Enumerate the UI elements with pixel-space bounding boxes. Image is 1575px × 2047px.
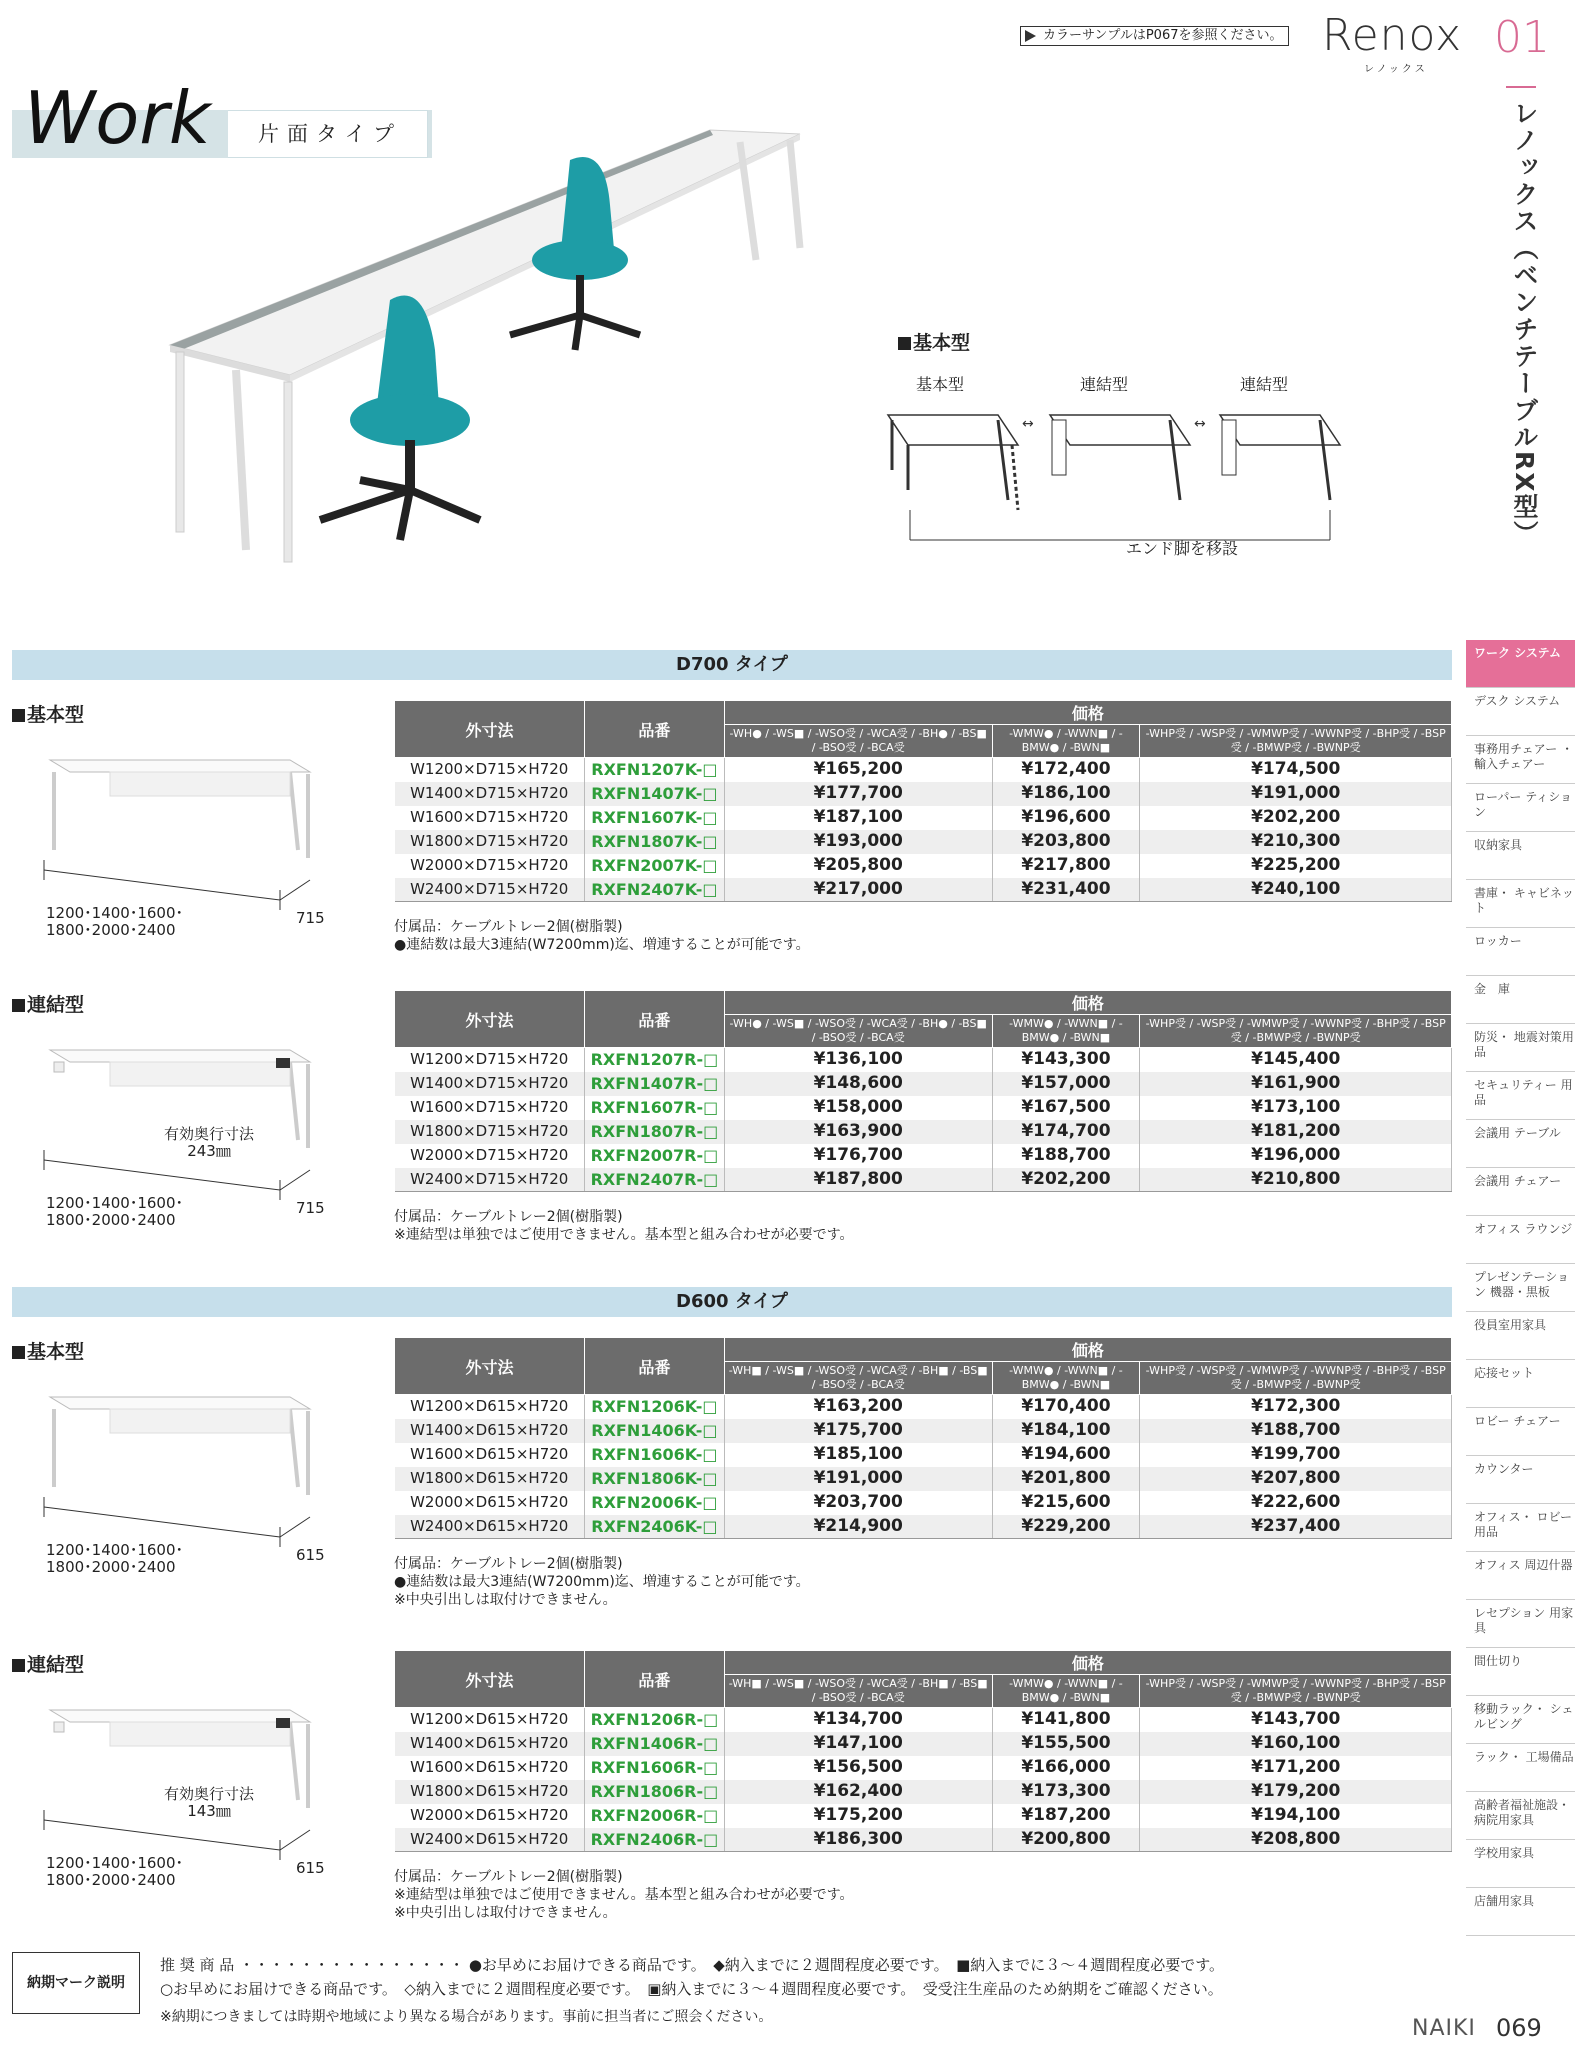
table-row (395, 1419, 1452, 1443)
group-heading: 連結型 (12, 1650, 84, 1677)
note-line: 付属品：ケーブルトレー2個(樹脂製) (394, 1869, 623, 1885)
price-cell-1: ¥187,800 (724, 1168, 992, 1192)
product-code-cell: RXFN1607K-□ (584, 806, 724, 830)
price-table (394, 1337, 1452, 1539)
table-row (395, 1395, 1452, 1419)
basic-desk-drawing (40, 1377, 340, 1557)
product-code-cell: RXFN2007K-□ (584, 854, 724, 878)
note-line: ※中央引出しは取付けできません。 (394, 1592, 617, 1608)
table-row (395, 1828, 1452, 1852)
side-index-item[interactable]: 移動ラック・ シェルビング (1466, 1696, 1575, 1744)
price-cell-3: ¥143,700 (1140, 1708, 1452, 1732)
diagram-note: エンド脚を移設 (1126, 539, 1239, 558)
side-index-item[interactable]: 金 庫 (1466, 976, 1575, 1024)
price-cell-1: ¥187,100 (724, 806, 992, 830)
table-notes (394, 1208, 853, 1244)
price-cell-3: ¥172,300 (1140, 1395, 1452, 1419)
price-cell-3: ¥210,800 (1140, 1168, 1452, 1192)
side-index-item[interactable]: レセプション 用家具 (1466, 1600, 1575, 1648)
price-cell-2: ¥229,200 (992, 1515, 1140, 1539)
product-code-cell: RXFN2007R-□ (584, 1144, 724, 1168)
depth-value: 715 (296, 909, 325, 927)
table-row (395, 1096, 1452, 1120)
side-index-item[interactable]: 事務用チェアー ・輸入チェアー (1466, 736, 1575, 784)
side-index-item[interactable]: オフィス ラウンジ (1466, 1216, 1575, 1264)
price-cell-2: ¥157,000 (992, 1072, 1140, 1096)
table-row (395, 1732, 1452, 1756)
width-options: 1200･1400･1600･ 1800･2000･2400 (46, 1194, 184, 1229)
header-color-group-3: -WHP受 / -WSP受 / -WMWP受 / -WWNP受 / -BHP受 / -BSP受 / -BMWP受 / -BWNP受 (1140, 1015, 1452, 1048)
diagram-label-basic: 基本型 (916, 375, 965, 394)
product-code-cell: RXFN1607R-□ (584, 1096, 724, 1120)
diagram-label-linked-1: 連結型 (1080, 375, 1129, 394)
dimension-cell: W1200×D615×H720 (395, 1708, 585, 1732)
side-index (1466, 640, 1575, 1936)
table-row (395, 1515, 1452, 1539)
table-row (395, 878, 1452, 902)
dimension-cell: W1800×D715×H720 (395, 830, 585, 854)
header-color-group-2: -WMW● / -WWN■ / -BMW● / -BWN■ (992, 725, 1140, 758)
side-index-item[interactable]: ラック・ 工場備品 (1466, 1744, 1575, 1792)
price-cell-3: ¥208,800 (1140, 1828, 1452, 1852)
diagram-title: 基本型 (898, 328, 970, 355)
price-cell-1: ¥214,900 (724, 1515, 992, 1539)
effective-depth: 有効奥行寸法 243㎜ (164, 1125, 255, 1160)
group-heading: 基本型 (12, 700, 84, 727)
table-row (395, 1144, 1452, 1168)
note-line: ●連結数は最大3連結(W7200mm)迄、増連することが可能です。 (394, 937, 810, 953)
price-cell-3: ¥222,600 (1140, 1491, 1452, 1515)
chapter-number: 01 (1494, 12, 1550, 63)
side-index-item[interactable]: ワーク システム (1466, 640, 1575, 688)
group-heading: 連結型 (12, 990, 84, 1017)
dimension-cell: W1600×D715×H720 (395, 806, 585, 830)
dimension-cell: W1400×D715×H720 (395, 1072, 585, 1096)
product-code-cell: RXFN1807K-□ (584, 830, 724, 854)
dimension-cell: W1400×D715×H720 (395, 782, 585, 806)
dimension-cell: W1600×D615×H720 (395, 1756, 585, 1780)
dimension-cell: W2000×D715×H720 (395, 1144, 585, 1168)
price-cell-1: ¥191,000 (724, 1467, 992, 1491)
brand-logo: Renox (1322, 10, 1463, 61)
linked-desk-drawing (40, 1030, 340, 1210)
price-cell-1: ¥165,200 (724, 758, 992, 782)
side-index-item[interactable]: カウンター (1466, 1456, 1575, 1504)
product-code-cell: RXFN1807R-□ (584, 1120, 724, 1144)
price-cell-2: ¥201,800 (992, 1467, 1140, 1491)
side-index-item[interactable]: 防災・ 地震対策用品 (1466, 1024, 1575, 1072)
header-color-group-3: -WHP受 / -WSP受 / -WMWP受 / -WWNP受 / -BHP受 / -BSP受 / -BMWP受 / -BWNP受 (1140, 1675, 1452, 1708)
header-color-group-1: -WH● / -WS■ / -WSO受 / -WCA受 / -BH● / -BS■ / -BSO受 / -BCA受 (724, 1015, 992, 1048)
footer-note: ※納期につきましては時期や地域により異なる場合があります。事前に担当者にご照会ください。 (160, 2009, 773, 2025)
note-line: ●連結数は最大3連結(W7200mm)迄、増連することが可能です。 (394, 1574, 810, 1590)
dimension-cell: W1400×D615×H720 (395, 1419, 585, 1443)
header-code: 品番 (584, 1338, 724, 1395)
price-table (394, 1650, 1452, 1852)
header-color-group-1: -WH● / -WS■ / -WSO受 / -WCA受 / -BH● / -BS■ / -BSO受 / -BCA受 (724, 725, 992, 758)
page-title: Work (24, 76, 211, 160)
product-code-cell: RXFN1207K-□ (584, 758, 724, 782)
dimension-cell: W2400×D615×H720 (395, 1515, 585, 1539)
price-cell-3: ¥240,100 (1140, 878, 1452, 902)
product-code-cell: RXFN1806R-□ (584, 1780, 724, 1804)
price-cell-3: ¥196,000 (1140, 1144, 1452, 1168)
note-line: ※連結型は単独ではご使用できません。基本型と組み合わせが必要です。 (394, 1227, 854, 1243)
price-cell-2: ¥155,500 (992, 1732, 1140, 1756)
price-cell-3: ¥171,200 (1140, 1756, 1452, 1780)
price-cell-2: ¥215,600 (992, 1491, 1140, 1515)
table-notes (394, 1555, 810, 1609)
price-cell-1: ¥162,400 (724, 1780, 992, 1804)
color-sample-note: カラーサンプルはP067を参照ください。 (1020, 26, 1289, 46)
price-cell-1: ¥217,000 (724, 878, 992, 902)
dimension-cell: W1600×D715×H720 (395, 1096, 585, 1120)
price-cell-3: ¥194,100 (1140, 1804, 1452, 1828)
dimension-cell: W2000×D615×H720 (395, 1804, 585, 1828)
product-code-cell: RXFN2406R-□ (584, 1828, 724, 1852)
price-cell-1: ¥163,200 (724, 1395, 992, 1419)
price-cell-3: ¥179,200 (1140, 1780, 1452, 1804)
side-index-item[interactable]: オフィス 周辺什器 (1466, 1552, 1575, 1600)
width-options: 1200･1400･1600･ 1800･2000･2400 (46, 1541, 184, 1576)
header-color-group-1: -WH■ / -WS■ / -WSO受 / -WCA受 / -BH■ / -BS■ / -BSO受 / -BCA受 (724, 1362, 992, 1395)
note-line: 付属品：ケーブルトレー2個(樹脂製) (394, 919, 623, 935)
table-notes (394, 1868, 853, 1922)
table-notes (394, 918, 810, 954)
table-row (395, 782, 1452, 806)
note-line: 付属品：ケーブルトレー2個(樹脂製) (394, 1556, 623, 1572)
price-cell-1: ¥175,700 (724, 1419, 992, 1443)
price-cell-2: ¥188,700 (992, 1144, 1140, 1168)
header-price: 価格 (724, 1651, 1451, 1675)
linked-desk-drawing (40, 1690, 340, 1870)
price-cell-1: ¥193,000 (724, 830, 992, 854)
price-cell-1: ¥177,700 (724, 782, 992, 806)
header-color-group-2: -WMW● / -WWN■ / -BMW● / -BWN■ (992, 1362, 1140, 1395)
header-color-group-2: -WMW● / -WWN■ / -BMW● / -BWN■ (992, 1015, 1140, 1048)
table-row (395, 1048, 1452, 1072)
product-code-cell: RXFN1406K-□ (584, 1419, 724, 1443)
product-code-cell: RXFN2407K-□ (584, 878, 724, 902)
page-subtitle: 片面タイプ (228, 110, 428, 158)
price-cell-2: ¥172,400 (992, 758, 1140, 782)
legend-row-2: ○お早めにお届けできる商品です。 ◇納入までに２週間程度必要です。 ▣納入までに３～４週間程度必要です。 受受注生産品のため納期をご確認ください。 (160, 1980, 1223, 1998)
product-code-cell: RXFN2006R-□ (584, 1804, 724, 1828)
price-cell-3: ¥225,200 (1140, 854, 1452, 878)
header-code: 品番 (584, 991, 724, 1048)
dimension-cell: W1200×D715×H720 (395, 758, 585, 782)
side-index-item[interactable]: 学校用家具 (1466, 1840, 1575, 1888)
product-code-cell: RXFN1606R-□ (584, 1756, 724, 1780)
price-cell-3: ¥173,100 (1140, 1096, 1452, 1120)
side-index-item[interactable]: 会議用 テーブル (1466, 1120, 1575, 1168)
table-row (395, 1443, 1452, 1467)
dimension-cell: W2000×D715×H720 (395, 854, 585, 878)
price-cell-1: ¥147,100 (724, 1732, 992, 1756)
price-cell-1: ¥186,300 (724, 1828, 992, 1852)
product-code-cell: RXFN2406K-□ (584, 1515, 724, 1539)
side-index-item[interactable]: 高齢者福祉施設・ 病院用家具 (1466, 1792, 1575, 1840)
header-dimensions: 外寸法 (395, 1338, 585, 1395)
price-cell-1: ¥134,700 (724, 1708, 992, 1732)
brand-sub: レノックス (1364, 64, 1428, 75)
depth-value: 615 (296, 1859, 325, 1877)
header-code: 品番 (584, 701, 724, 758)
product-code-cell: RXFN2006K-□ (584, 1491, 724, 1515)
price-cell-2: ¥186,100 (992, 782, 1140, 806)
price-cell-2: ¥231,400 (992, 878, 1140, 902)
table-row (395, 1072, 1452, 1096)
price-cell-3: ¥202,200 (1140, 806, 1452, 830)
price-cell-2: ¥174,700 (992, 1120, 1140, 1144)
price-table (394, 700, 1452, 902)
header-color-group-1: -WH■ / -WS■ / -WSO受 / -WCA受 / -BH■ / -BS■ / -BSO受 / -BCA受 (724, 1675, 992, 1708)
side-index-item[interactable]: 役員室用家具 (1466, 1312, 1575, 1360)
product-code-cell: RXFN1606K-□ (584, 1443, 724, 1467)
product-photo (150, 120, 830, 600)
side-index-item[interactable]: セキュリティー 用品 (1466, 1072, 1575, 1120)
price-cell-1: ¥205,800 (724, 854, 992, 878)
table-row (395, 1467, 1452, 1491)
dimension-cell: W1400×D615×H720 (395, 1732, 585, 1756)
effective-depth: 有効奥行寸法 143㎜ (164, 1785, 255, 1820)
svg-text:↔: ↔ (1022, 416, 1034, 432)
side-index-item[interactable]: ロビー チェアー (1466, 1408, 1575, 1456)
product-code-cell: RXFN1407R-□ (584, 1072, 724, 1096)
vertical-title: レノックス（ベンチテーブルRX型） (1510, 100, 1539, 548)
header-color-group-3: -WHP受 / -WSP受 / -WMWP受 / -WWNP受 / -BHP受 / -BSP受 / -BMWP受 / -BWNP受 (1140, 1362, 1452, 1395)
side-index-item[interactable]: 書庫・ キャビネット (1466, 880, 1575, 928)
price-cell-2: ¥194,600 (992, 1443, 1140, 1467)
product-code-cell: RXFN2407R-□ (584, 1168, 724, 1192)
side-index-item[interactable]: ロッカー (1466, 928, 1575, 976)
header-color-group-2: -WMW● / -WWN■ / -BMW● / -BWN■ (992, 1675, 1140, 1708)
dimension-cell: W1200×D615×H720 (395, 1395, 585, 1419)
price-cell-1: ¥156,500 (724, 1756, 992, 1780)
price-cell-2: ¥202,200 (992, 1168, 1140, 1192)
svg-text:↔: ↔ (1194, 416, 1206, 432)
price-cell-2: ¥200,800 (992, 1828, 1140, 1852)
accent-rule (1506, 86, 1536, 88)
price-cell-1: ¥148,600 (724, 1072, 992, 1096)
price-cell-3: ¥160,100 (1140, 1732, 1452, 1756)
product-code-cell: RXFN1206R-□ (584, 1708, 724, 1732)
header-price: 価格 (724, 701, 1451, 725)
price-cell-2: ¥143,300 (992, 1048, 1140, 1072)
dimension-cell: W2400×D715×H720 (395, 1168, 585, 1192)
side-index-item[interactable]: 応接セット (1466, 1360, 1575, 1408)
header-price: 価格 (724, 1338, 1451, 1362)
header-code: 品番 (584, 1651, 724, 1708)
side-index-item[interactable]: 間仕切り (1466, 1648, 1575, 1696)
arrow-icon (1025, 30, 1036, 42)
side-index-item[interactable]: プレゼンテーション 機器・黒板 (1466, 1264, 1575, 1312)
header-dimensions: 外寸法 (395, 701, 585, 758)
side-index-item[interactable]: 収納家具 (1466, 832, 1575, 880)
price-cell-3: ¥181,200 (1140, 1120, 1452, 1144)
depth-value: 715 (296, 1199, 325, 1217)
price-cell-1: ¥136,100 (724, 1048, 992, 1072)
product-code-cell: RXFN1206K-□ (584, 1395, 724, 1419)
basic-desk-drawing (40, 740, 340, 920)
note-line: ※中央引出しは取付けできません。 (394, 1905, 617, 1921)
price-cell-1: ¥163,900 (724, 1120, 992, 1144)
product-code-cell: RXFN1806K-□ (584, 1467, 724, 1491)
table-row (395, 806, 1452, 830)
price-cell-1: ¥158,000 (724, 1096, 992, 1120)
delivery-mark-label: 納期マーク説明 (12, 1952, 140, 2014)
price-table (394, 990, 1452, 1192)
price-cell-3: ¥174,500 (1140, 758, 1452, 782)
dimension-cell: W2400×D615×H720 (395, 1828, 585, 1852)
dimension-cell: W1800×D615×H720 (395, 1467, 585, 1491)
price-cell-2: ¥167,500 (992, 1096, 1140, 1120)
price-cell-2: ¥196,600 (992, 806, 1140, 830)
price-cell-2: ¥203,800 (992, 830, 1140, 854)
product-code-cell: RXFN1406R-□ (584, 1732, 724, 1756)
price-cell-3: ¥188,700 (1140, 1419, 1452, 1443)
table-row (395, 1120, 1452, 1144)
table-row (395, 830, 1452, 854)
linking-diagram (880, 360, 1360, 570)
dimension-cell: W1200×D715×H720 (395, 1048, 585, 1072)
side-index-item[interactable]: オフィス・ ロビー用品 (1466, 1504, 1575, 1552)
group-heading: 基本型 (12, 1337, 84, 1364)
header-dimensions: 外寸法 (395, 1651, 585, 1708)
header-dimensions: 外寸法 (395, 991, 585, 1048)
page-number: 069 (1496, 2014, 1542, 2042)
table-row (395, 1756, 1452, 1780)
price-cell-1: ¥175,200 (724, 1804, 992, 1828)
dimension-cell: W1600×D615×H720 (395, 1443, 585, 1467)
side-index-item[interactable]: デスク システム (1466, 688, 1575, 736)
price-cell-3: ¥207,800 (1140, 1467, 1452, 1491)
table-row (395, 1168, 1452, 1192)
depth-value: 615 (296, 1546, 325, 1564)
header-price: 価格 (724, 991, 1451, 1015)
price-cell-3: ¥161,900 (1140, 1072, 1452, 1096)
table-row (395, 1708, 1452, 1732)
table-row (395, 1804, 1452, 1828)
price-cell-2: ¥173,300 (992, 1780, 1140, 1804)
price-cell-1: ¥185,100 (724, 1443, 992, 1467)
section-band: D700 タイプ (12, 650, 1452, 680)
width-options: 1200･1400･1600･ 1800･2000･2400 (46, 1854, 184, 1889)
table-row (395, 854, 1452, 878)
price-cell-2: ¥184,100 (992, 1419, 1140, 1443)
table-row (395, 1491, 1452, 1515)
company-name: NAIKI (1412, 2016, 1476, 2041)
dimension-cell: W2000×D615×H720 (395, 1491, 585, 1515)
table-row (395, 758, 1452, 782)
price-cell-1: ¥176,700 (724, 1144, 992, 1168)
legend-row-1: 推 奨 商 品 ・・・・・・・・・・・・・・・ ●お早めにお届けできる商品です。 ◆納入までに２週間程度必要です。 ■納入までに３～４週間程度必要です。 (160, 1956, 1225, 1974)
diagram-label-linked-2: 連結型 (1240, 375, 1289, 394)
dimension-cell: W1800×D615×H720 (395, 1780, 585, 1804)
side-index-item[interactable]: 会議用 チェアー (1466, 1168, 1575, 1216)
price-cell-2: ¥166,000 (992, 1756, 1140, 1780)
price-cell-3: ¥191,000 (1140, 782, 1452, 806)
product-code-cell: RXFN1207R-□ (584, 1048, 724, 1072)
price-cell-3: ¥210,300 (1140, 830, 1452, 854)
side-index-item[interactable]: ローパー ティション (1466, 784, 1575, 832)
width-options: 1200･1400･1600･ 1800･2000･2400 (46, 904, 184, 939)
price-cell-3: ¥237,400 (1140, 1515, 1452, 1539)
price-cell-2: ¥170,400 (992, 1395, 1140, 1419)
price-cell-2: ¥141,800 (992, 1708, 1140, 1732)
dimension-cell: W1800×D715×H720 (395, 1120, 585, 1144)
price-cell-3: ¥145,400 (1140, 1048, 1452, 1072)
price-cell-1: ¥203,700 (724, 1491, 992, 1515)
header-color-group-3: -WHP受 / -WSP受 / -WMWP受 / -WWNP受 / -BHP受 / -BSP受 / -BMWP受 / -BWNP受 (1140, 725, 1452, 758)
side-index-item[interactable]: 店舗用家具 (1466, 1888, 1575, 1936)
price-cell-3: ¥199,700 (1140, 1443, 1452, 1467)
table-row (395, 1780, 1452, 1804)
price-cell-2: ¥187,200 (992, 1804, 1140, 1828)
price-cell-2: ¥217,800 (992, 854, 1140, 878)
note-line: 付属品：ケーブルトレー2個(樹脂製) (394, 1209, 623, 1225)
dimension-cell: W2400×D715×H720 (395, 878, 585, 902)
product-code-cell: RXFN1407K-□ (584, 782, 724, 806)
note-line: ※連結型は単独ではご使用できません。基本型と組み合わせが必要です。 (394, 1887, 854, 1903)
section-band: D600 タイプ (12, 1287, 1452, 1317)
